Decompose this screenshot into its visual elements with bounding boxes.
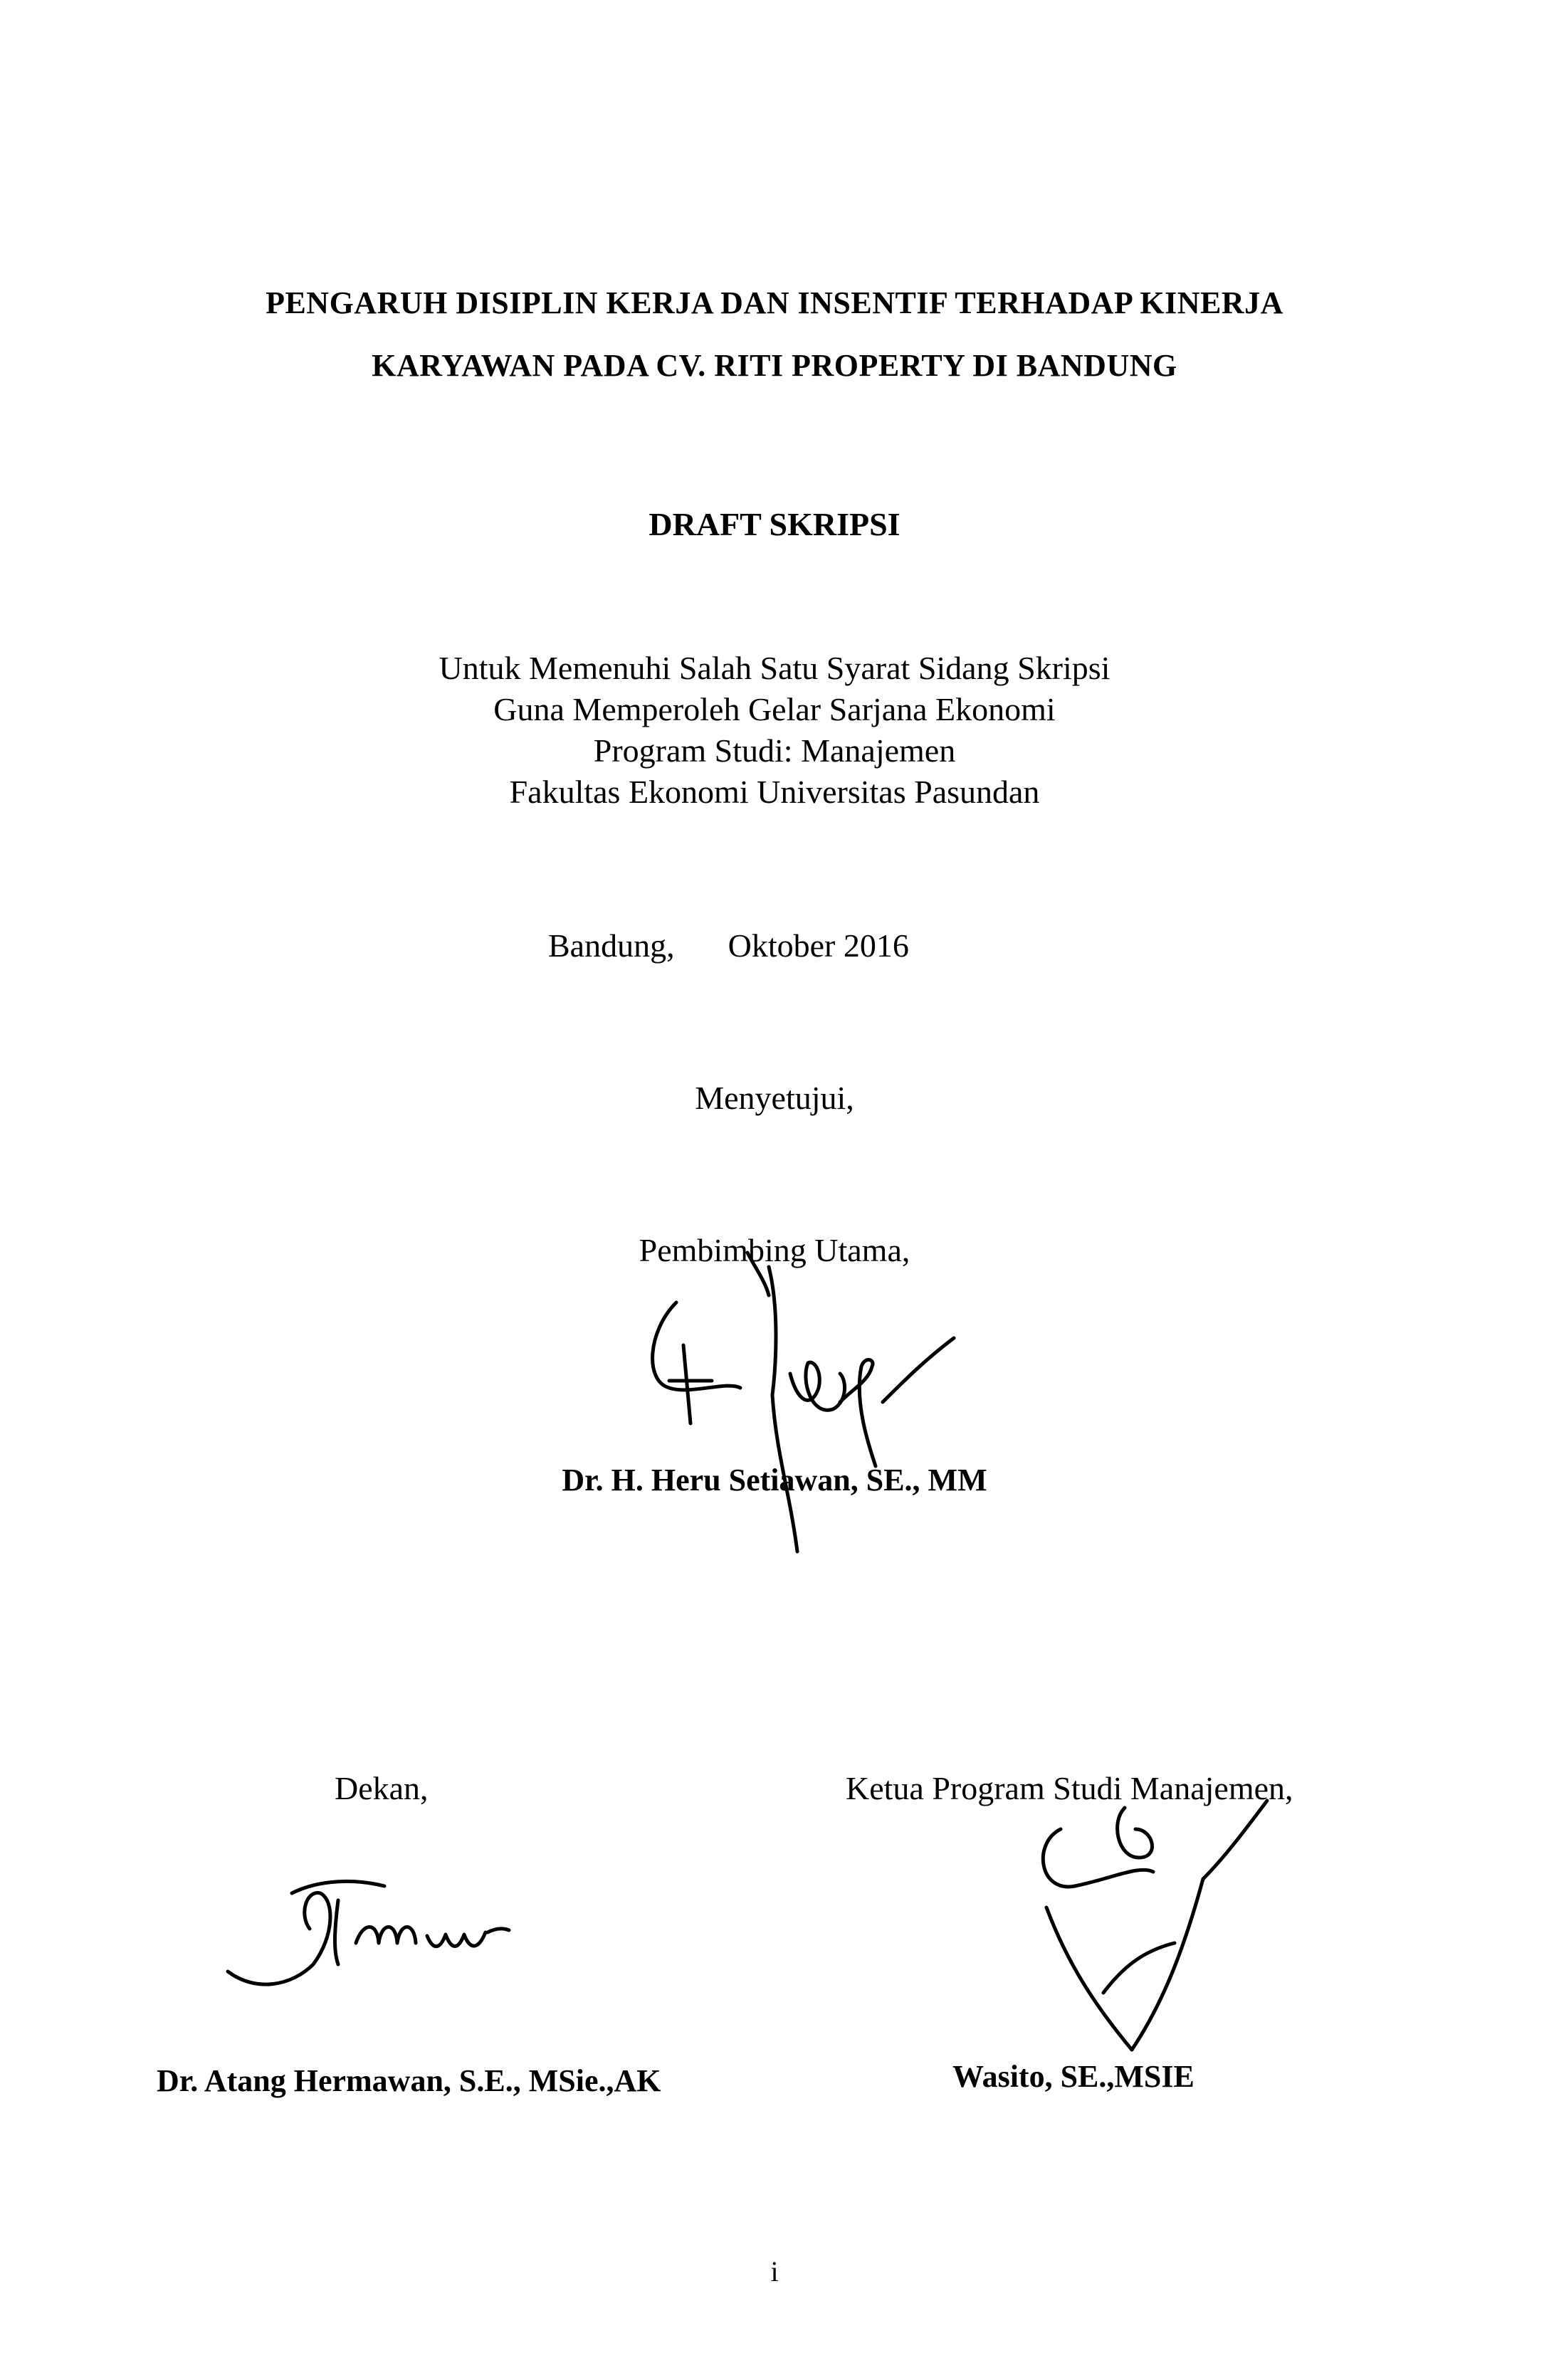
purpose-line-3: Program Studi: Manajemen (593, 732, 956, 769)
place-date (548, 925, 909, 967)
dean-signature (214, 1850, 541, 2007)
head-of-program-signature (1018, 1779, 1288, 2078)
page-number: i (770, 2255, 779, 2287)
title-line-1: PENGARUH DISIPLIN KERJA DAN INSENTIF TERHADAP KINERJA (266, 285, 1283, 320)
place-city: Bandung, (548, 927, 675, 964)
document-type: DRAFT SKRIPSI (649, 506, 900, 542)
advisor-signature (626, 1238, 982, 1594)
date-text: Oktober 2016 (728, 927, 909, 964)
title-line-2: KARYAWAN PADA CV. RITI PROPERTY DI BANDUNG (372, 348, 1177, 383)
purpose-line-4: Fakultas Ekonomi Universitas Pasundan (509, 774, 1040, 810)
purpose-line-2: Guna Memperoleh Gelar Sarjana Ekonomi (493, 691, 1056, 727)
head-of-program-name: Wasito, SE.,MSIE (952, 2059, 1194, 2094)
advisor-name: Dr. H. Heru Setiawan, SE., MM (562, 1463, 987, 1497)
dean-name: Dr. Atang Hermawan, S.E., MSie.,AK (157, 2063, 661, 2098)
advisor-role: Pembimbing Utama, (639, 1232, 910, 1268)
head-of-program-role: Ketua Program Studi Manajemen, (846, 1770, 1293, 1806)
approval-label: Menyetujui, (695, 1080, 854, 1116)
dean-role: Dekan, (335, 1770, 429, 1806)
purpose-line-1: Untuk Memenuhi Salah Satu Syarat Sidang Skripsi (439, 650, 1110, 686)
